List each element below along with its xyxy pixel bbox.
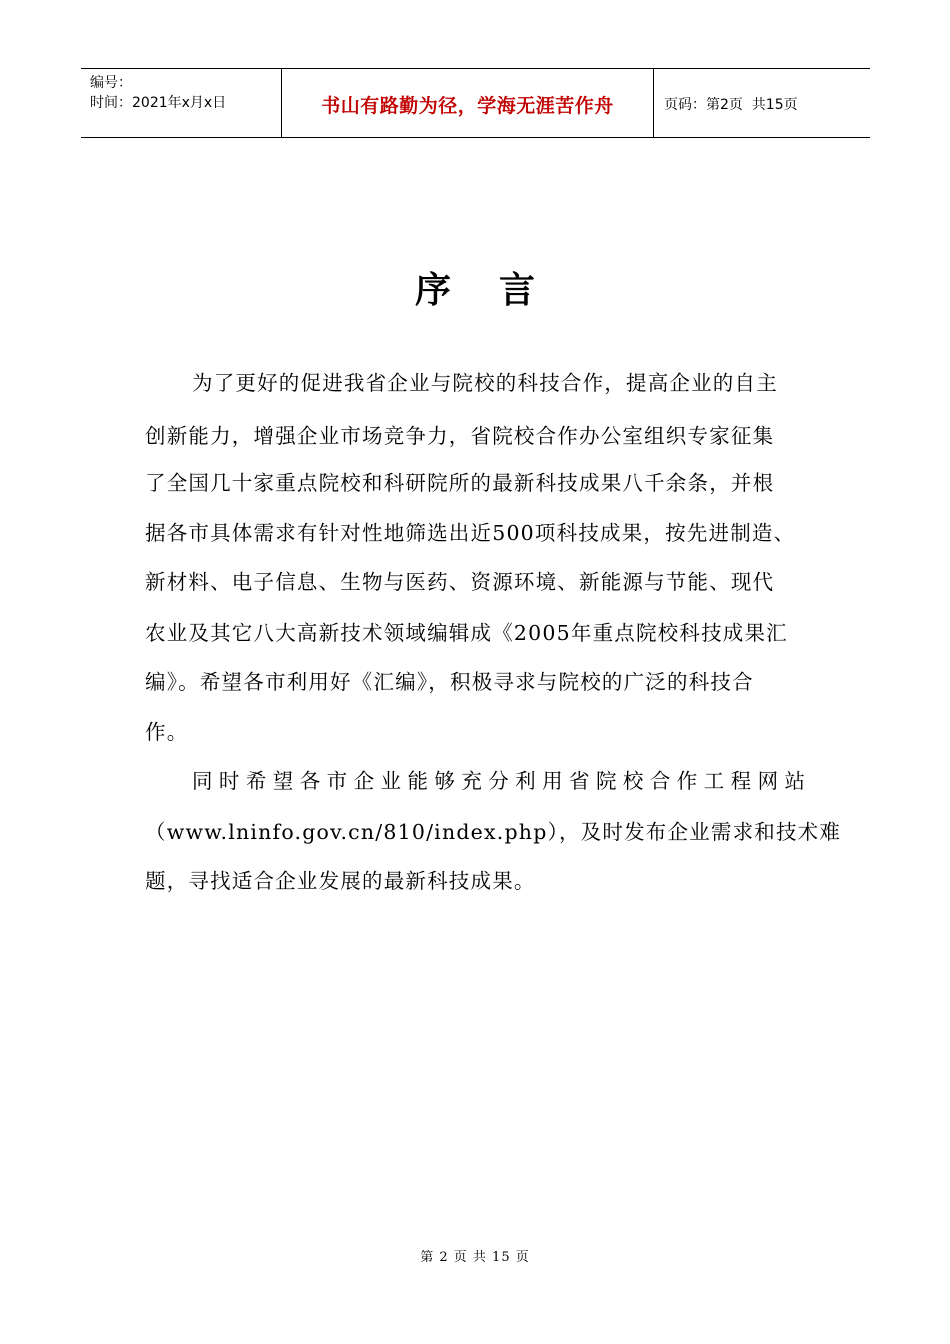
header-motto: 书山有路勤为径，学海无涯苦作舟 (321, 94, 614, 117)
body-line: 了全国几十家重点院校和科研院所的最新科技成果八千余条，并根 (145, 471, 775, 495)
header-page-info: 页码：第2页 共15页 (664, 97, 798, 113)
document-header (81, 68, 870, 138)
body-line: 创新能力，增强企业市场竞争力，省院校合作办公室组织专家征集 (145, 424, 775, 448)
body-line: 农业及其它八大高新技术领域编辑成《2005年重点院校科技成果汇 (145, 621, 788, 645)
document-time-label: 时间：2021年x月x日 (90, 95, 227, 111)
body-line: 编》。希望各市利用好《汇编》，积极寻求与院校的广泛的科技合 (145, 670, 754, 694)
header-motto-cell (282, 69, 654, 137)
header-page-cell (654, 69, 870, 137)
document-number-label: 编号： (90, 75, 132, 91)
body-line: 作。 (145, 720, 189, 744)
body-line: 为了更好的促进我省企业与院校的科技合作，提高企业的自主 (192, 371, 778, 395)
body-line: 据各市具体需求有针对性地筛选出近500项科技成果，按先进制造、 (145, 521, 796, 545)
body-line: 题，寻找适合企业发展的最新科技成果。 (145, 869, 536, 893)
page-footer: 第 2 页 共 15 页 (420, 1250, 530, 1265)
header-meta-cell (81, 69, 282, 137)
body-line: 新材料、电子信息、生物与医药、资源环境、新能源与节能、现代 (145, 570, 775, 594)
body-line: 同时希望各市企业能够充分利用省院校合作工程网站 (192, 769, 805, 793)
body-line: （www.lninfo.gov.cn/810/index.php），及时发布企业需求和技术难 (145, 820, 842, 844)
page-title: 序言 (414, 269, 583, 311)
